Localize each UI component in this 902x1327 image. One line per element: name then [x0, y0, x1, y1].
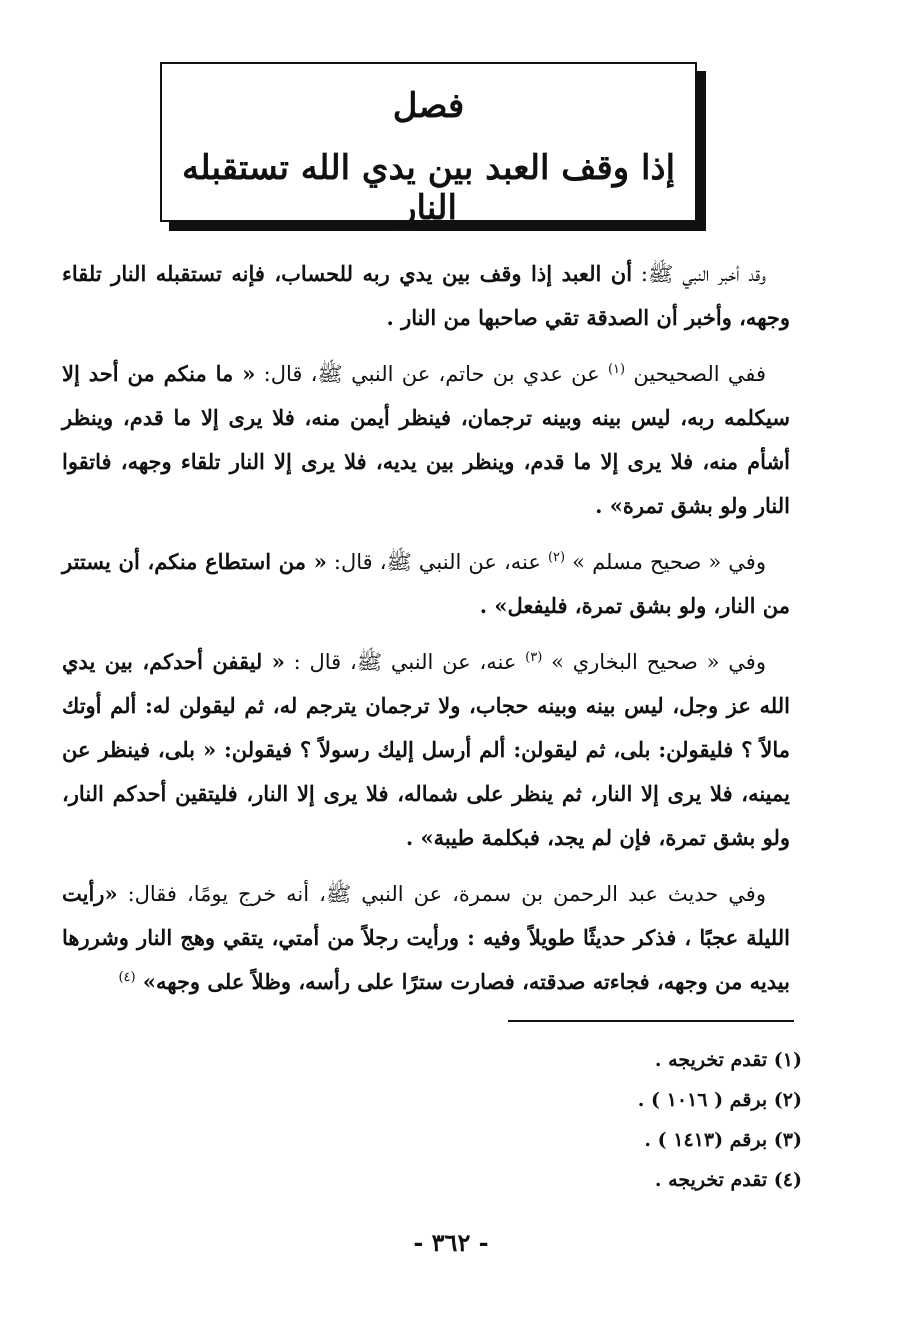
paragraph-4: وفي « صحيح البخاري » $^{(٣)}$ عنه، عن النبي ﷺ، قال : « ليقفن أحدكم، بين يدي الله عز وجل، ليس بينه وبينه حجاب، ولا ترجمان يترجم له، ثم ليقولن له: ألم أوتك مالاً ؟ فليقولن: بلى، ثم ليقولن: ألم أرسل إليك رسولاً ؟ فيقولن: « بلى، فينظر عن يمينه، فلا يرى إلا النار، ثم ينظر على شماله، فلا يرى إلا النار، فليتقين أحدكم النار، ولو بشق تمرة، فإن لم يجد، فبكلمة طيبة» .: [62, 649, 790, 850]
chapter-title-box: [160, 62, 697, 228]
footnote-ref-2[interactable]: (٢): [547, 550, 566, 565]
paragraph-2: ففي الصحيحين $^{(١)}$ عن عدي بن حاتم، عن النبي ﷺ، قال: « ما منكم من أحد إلا سيكلمه ربه، ليس بينه وبينه ترجمان، فينظر أيمن منه، فلا يرى إلا ما قدم، وينظر أشأم منه، فلا يرى إلا ما قدم، وينظر بين يديه، فلا يرى إلا النار تلقاء وجهه، فاتقوا النار ولو بشق تمرة» .: [62, 361, 790, 518]
main-text: [62, 252, 790, 1016]
footnote-ref-4[interactable]: (٤): [118, 970, 136, 985]
page-number: - ٣٦٢ -: [413, 1228, 489, 1257]
footnotes: [202, 1040, 802, 1200]
paragraph-3: وفي « صحيح مسلم » $^{(٢)}$ عنه، عن النبي ﷺ، قال: « من استطاع منكم، أن يستتر من النار، ولو بشق تمرة، فليفعل» .: [62, 549, 790, 618]
footnote-1: (١) تقدم تخريجه .: [654, 1049, 802, 1071]
footnote-ref-3[interactable]: (٣): [525, 650, 543, 665]
footnote-2: (٢) برقم ( ١٠١٦ ) .: [637, 1089, 802, 1111]
chapter-subtitle: إذا وقف العبد بين يدي الله تستقبله النار: [181, 148, 676, 228]
chapter-heading: فصل: [392, 86, 465, 126]
footnote-ref-1[interactable]: (١): [607, 362, 626, 377]
footnote-4: (٤) تقدم تخريجه .: [654, 1169, 802, 1191]
paragraph-5: وفي حديث عبد الرحمن بن سمرة، عن النبي ﷺ، أنه خرج يومًا، فقال: «رأيت الليلة عجبًا ، فذكر حديثًا طويلاً وفيه : ورأيت رجلاً من أمتي، يتقي وهج النار وشررها بيديه من وجهه، فجاءته صدقته، فصارت سترًا على رأسه، وظلاً على وجهه» $^{(٤)}$: [62, 881, 790, 994]
footnote-separator: [508, 1020, 794, 1022]
paragraph-1: وقد أخبر النبي ﷺ: أن العبد إذا وقف بين يدي ربه للحساب، فإنه تستقبله النار تلقاء وجهه، وأخبر أن الصدقة تقي صاحبها من النار .: [62, 261, 790, 330]
footnote-3: (٣) برقم (١٤١٣ ) .: [644, 1129, 802, 1151]
